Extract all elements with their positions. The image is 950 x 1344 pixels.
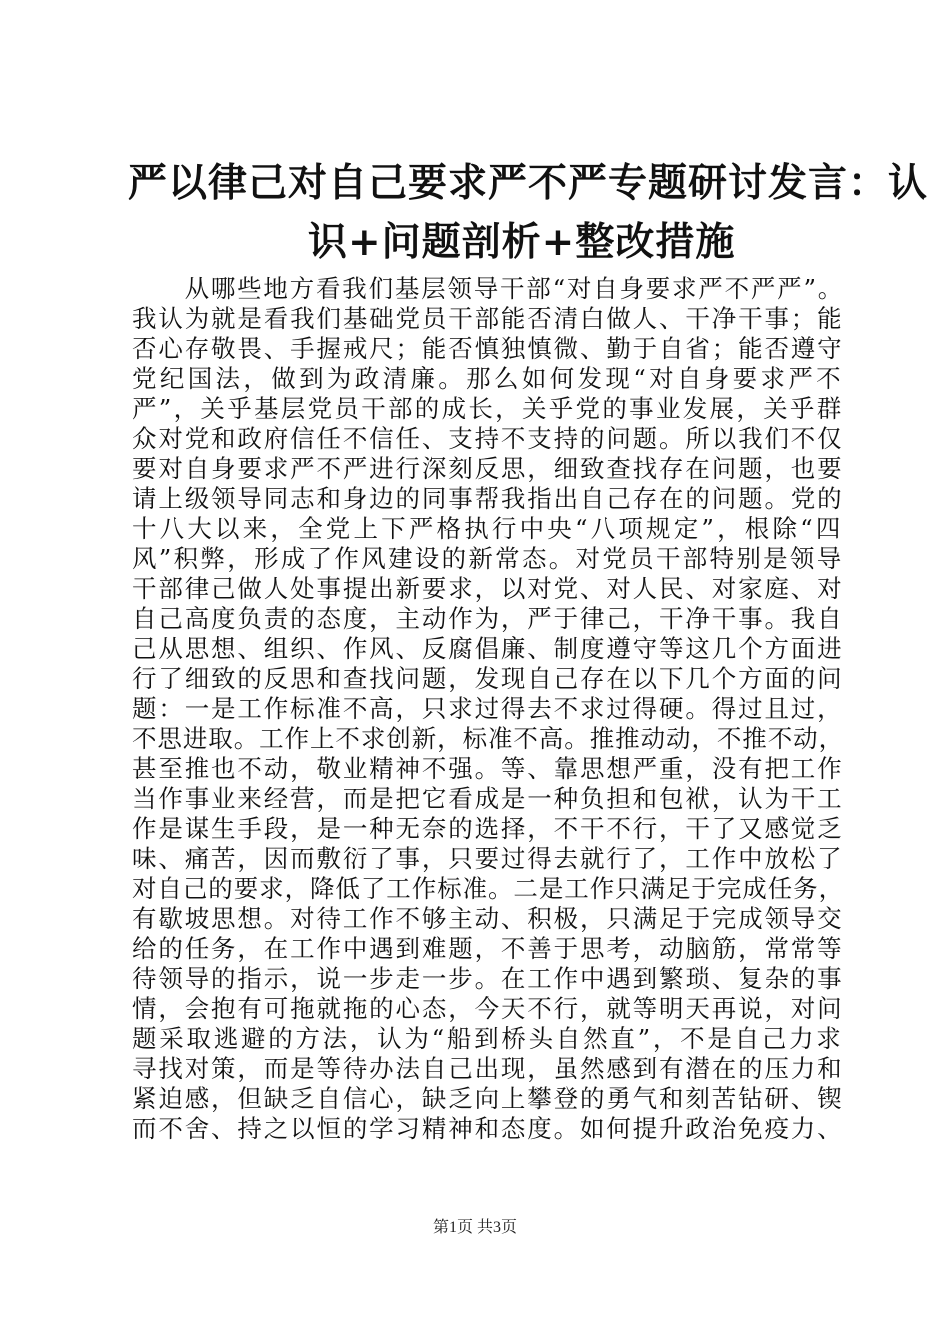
body-line: 风”积弊，形成了作风建设的新常态。对党员干部特别是领导 — [132, 544, 844, 573]
body-line: 自己高度负责的态度，主动作为，严于律己，干净干事。我自 — [132, 604, 844, 633]
body-line: 从哪些地方看我们基层领导干部“对自身要求严不严严”。 — [132, 274, 845, 303]
body-line: 党纪国法，做到为政清廉。那么如何发现“对自身要求严不 — [132, 364, 845, 393]
body-line: 作是谋生手段，是一种无奈的选择，不干不行，干了又感觉乏 — [132, 814, 844, 843]
body-line: 严”，关乎基层党员干部的成长，关乎党的事业发展，关乎群 — [132, 394, 844, 423]
body-line: 众对党和政府信任不信任、支持不支持的问题。所以我们不仅 — [132, 424, 844, 453]
body-line: 题：一是工作标准不高，只求过得去不求过得硬。得过且过， — [132, 694, 844, 723]
body-line: 请上级领导同志和身边的同事帮我指出自己存在的问题。党的 — [132, 484, 844, 513]
body-line: 给的任务，在工作中遇到难题，不善于思考，动脑筋，常常等 — [132, 934, 844, 963]
body-line: 情，会抱有可拖就拖的心态，今天不行，就等明天再说，对问 — [132, 994, 844, 1023]
body-line: 紧迫感，但缺乏自信心，缺乏向上攀登的勇气和刻苦钻研、锲 — [132, 1084, 844, 1113]
body-text — [132, 274, 844, 1144]
body-line: 题采取逃避的方法，认为“船到桥头自然直”，不是自己力求 — [132, 1024, 844, 1053]
body-line: 要对自身要求严不严进行深刻反思，细致查找存在问题，也要 — [132, 454, 844, 483]
page-footer: 第1页 共3页 — [432, 1219, 517, 1236]
body-line: 己从思想、组织、作风、反腐倡廉、制度遵守等这几个方面进 — [132, 634, 844, 663]
body-line: 有歇坡思想。对待工作不够主动、积极，只满足于完成领导交 — [132, 904, 844, 933]
body-line: 而不舍、持之以恒的学习精神和态度。如何提升政治免疫力、 — [132, 1114, 844, 1143]
body-line: 寻找对策，而是等待办法自己出现，虽然感到有潜在的压力和 — [132, 1054, 844, 1083]
body-line: 行了细致的反思和查找问题，发现自己存在以下几个方面的问 — [132, 664, 844, 693]
body-line: 对自己的要求，降低了工作标准。二是工作只满足于完成任务， — [132, 874, 844, 903]
body-line: 当作事业来经营，而是把它看成是一种负担和包袱，认为干工 — [132, 784, 844, 813]
body-line: 不思进取。工作上不求创新，标准不高。推推动动，不推不动， — [132, 724, 844, 753]
document-title-line-1: 严以律己对自己要求严不严专题研讨发言：认 — [128, 160, 929, 206]
body-line: 干部律己做人处事提出新要求，以对党、对人民、对家庭、对 — [132, 574, 844, 603]
document-title-line-2: 识+问题剖析+整改措施 — [308, 219, 736, 265]
body-line: 否心存敬畏、手握戒尺；能否慎独慎微、勤于自省；能否遵守 — [132, 334, 844, 363]
body-line: 甚至推也不动，敬业精神不强。等、靠思想严重，没有把工作 — [132, 754, 844, 783]
body-line: 十八大以来，全党上下严格执行中央“八项规定”，根除“四 — [132, 514, 844, 543]
body-line: 待领导的指示，说一步走一步。在工作中遇到繁琐、复杂的事 — [132, 964, 844, 993]
body-line: 味、痛苦，因而敷衍了事，只要过得去就行了，工作中放松了 — [132, 844, 844, 873]
body-line: 我认为就是看我们基础党员干部能否清白做人、干净干事；能 — [132, 304, 844, 333]
